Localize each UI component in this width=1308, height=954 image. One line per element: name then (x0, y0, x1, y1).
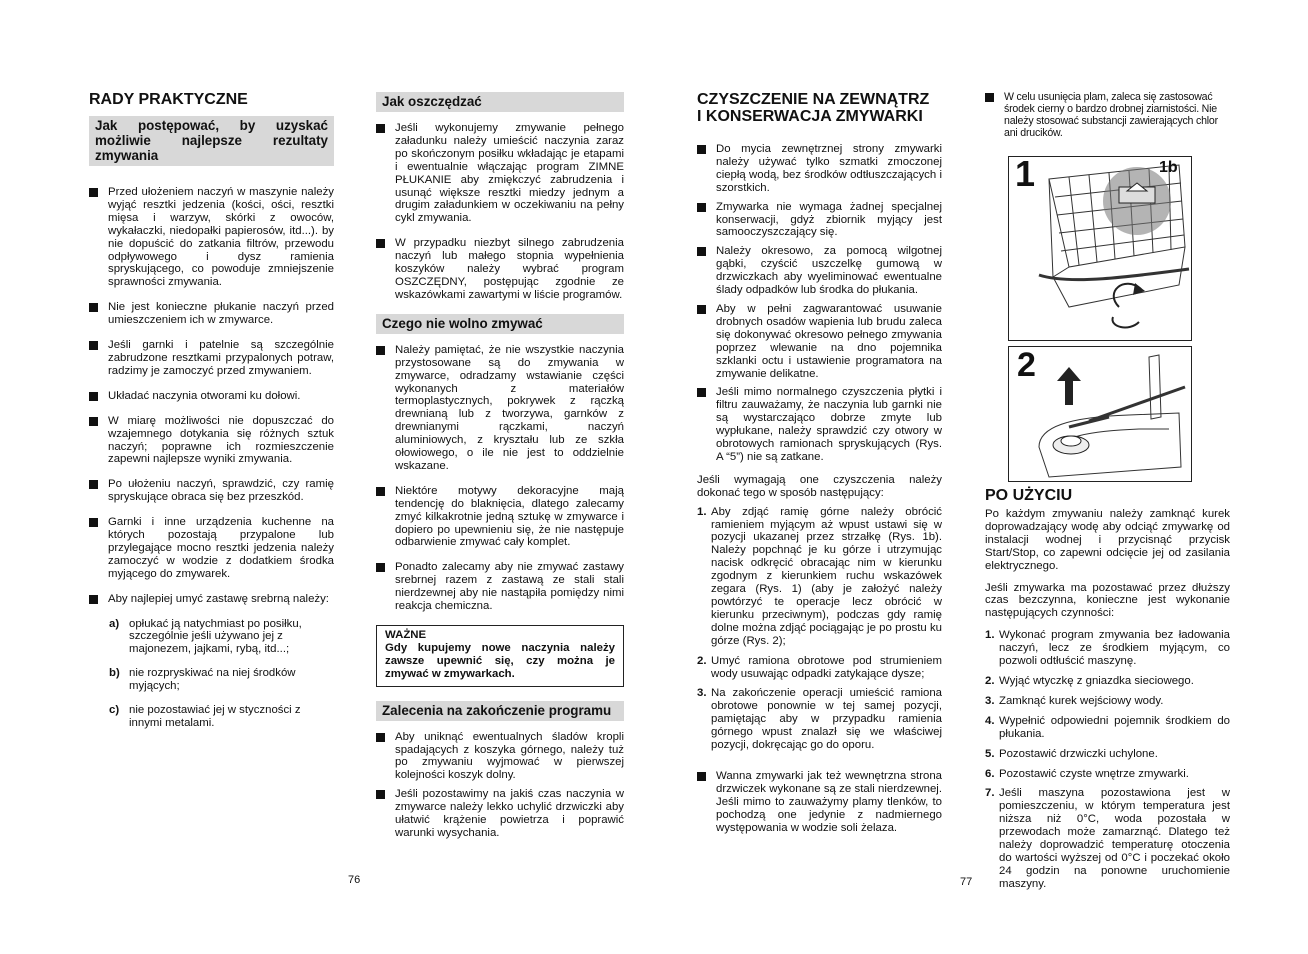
bullet-text: Układać naczynia otworami ku dołowi. (108, 389, 301, 402)
list-text: nie pozostawiać jej w styczności z innymi metalami. (129, 704, 301, 729)
column-3 (697, 91, 942, 847)
list-item (985, 748, 1230, 761)
bullet-item (89, 186, 334, 289)
list-item (697, 506, 942, 648)
bullet-text: Należy pamiętać, że nie wszystkie naczynia przystosowane są do zmywania w zmywarce, odradzamy wstawianie części wykonanych z materiałów termoplastycznych, pokrywek z rączką drewnianą lub z tworzywa, garnków z drewnianymi rączkami, naczyń aluminiowych, z kryształu lub ze szkła ołowiowego, o ile nie jest to oddzielnie wskazane. (395, 343, 624, 472)
bullet-item (376, 344, 624, 473)
list-marker: 3. (697, 687, 707, 700)
list-text: Wypełnić odpowiedni pojemnik środkiem do płukania. (999, 714, 1230, 740)
bullet-text: Przed ułożeniem naczyń w maszynie należy wyjąć resztki jedzenia (kości, ości, resztki mięsa i warzyw, skórki z owoców, wykałaczki, niedopałki papierosów, itd...). by nie dopuścić do zatkania filtrów, przewodu odpływowego i dysz ramienia spryskującego, co powoduje zmniejszenie sprawności zmywania. (108, 186, 334, 289)
list-text: Jeśli maszyna pozostawiona jest w pomieszczeniu, w którym temperatura jest niższa niż 0°C, woda pozostała w przewodach może zamarznąć. Dlatego też należy doprowadzić temperaturę otoczenia do wartości wyższej od 0°C i poczekać około 24 godzin na ponowne uruchomienie maszyny. (999, 787, 1230, 890)
page-number-left: 76 (348, 874, 361, 886)
list-text: Wykonać program zmywania bez ładowania naczyń, lecz ze środkiem myjącym, co pozwoli odtłuścić maszynę. (999, 629, 1230, 668)
subhead-zalecenia: Zalecenia na zakończenie programu (376, 701, 624, 721)
list-text: opłukać ją natychmiast po posiłku, szczególnie jeśli używano jej z majonezem, jajkami, rybą, itd...; (129, 617, 302, 656)
col2-saving-list (376, 122, 624, 302)
subhead-jak-oszczedzac: Jak oszczędzać (376, 92, 624, 112)
bullet-item (89, 593, 334, 606)
figure-1-label: 1 (1015, 153, 1036, 194)
col1-lettered-list (89, 618, 334, 730)
list-item (985, 675, 1230, 688)
list-item (109, 618, 334, 657)
bullet-text: Nie jest konieczne płukanie naczyń przed umieszczeniem ich w zmywarce. (108, 301, 334, 327)
bullet-item (89, 390, 334, 403)
list-marker: 4. (985, 714, 995, 727)
list-item (109, 704, 334, 730)
bullet-text: Jeśli wykonujemy zmywanie pełnego załadunku należy umieścić naczynia zaraz po skończonym posiłku wkładając je etapami i ewentualnie włączając program ZIMNE PŁUKANIE aby zmiękczyć zabrudzenia i usunąć większe resztki miedzy jednym a drugim załadunkiem w oczekiwaniu na pełny cykl zmywania. (395, 122, 624, 225)
bullet-text: Jeśli mimo normalnego czyszczenia płytki i filtru zauważamy, że naczynia lub garnki nie są wystarczająco dobrze zmyte lub wypłukane, należy sprawdzić czy otwory w obrotowych ramionach spryskujących (Rys. A “5”) nie są zatkane. (716, 386, 942, 463)
list-marker: 7. (985, 787, 995, 800)
list-text: Umyć ramiona obrotowe pod strumieniem wody usuwając odpadki zatykające dysze; (711, 654, 942, 680)
list-text: Na zakończenie operacji umieścić ramiona obrotowe ponownie w tej samej pozycji, pamiętając aby w przypadku ramienia górnego wpust znalazł się we właściwej pozycji, dokręcając go do oporu. (711, 687, 942, 752)
list-marker: 2. (985, 674, 995, 687)
bullet-item (376, 485, 624, 550)
list-marker: 6. (985, 767, 995, 780)
bullet-text: Niektóre motywy dekoracyjne mają tendencję do blaknięcia, dlatego zalecamy zmyć kilkakrotnie jedną sztukę w zmywarce i dopiero po upewnieniu się, że nie następuje odbarwienie zmywać cały komplet. (395, 484, 624, 549)
col3-intro: Jeśli wymagają one czyszczenia należy dokonać tego w sposób następujący: (697, 473, 942, 499)
bullet-square-icon (376, 346, 385, 355)
bullet-square-icon (697, 772, 706, 781)
bullet-text: Ponadto zalecamy aby nie zmywać zastawy srebrnej razem z zastawą ze stali stali nierdzewnej aby nie nastąpiła pomiędzy nimi reakcja chemiczna. (395, 561, 624, 613)
list-marker: b) (109, 667, 120, 680)
list-item (985, 629, 1230, 668)
list-item (985, 715, 1230, 741)
bullet-square-icon (376, 487, 385, 496)
list-item (985, 768, 1230, 781)
column-4-lower (985, 487, 1230, 898)
bullet-item (697, 386, 942, 463)
bullet-square-icon (697, 145, 706, 154)
bullet-square-icon (376, 239, 385, 248)
list-marker: 1. (697, 505, 707, 518)
bullet-text: Zmywarka nie wymaga żadnej specjalnej konserwacji, gdyż zbiornik myjący jest samooczyszczający się. (716, 200, 942, 239)
bullet-square-icon (89, 480, 98, 489)
list-text: Wyjąć wtyczkę z gniazdka sieciowego. (999, 674, 1194, 687)
bullet-square-icon (985, 93, 994, 102)
bullet-text: Aby w pełni zagwarantować usuwanie drobnych osadów wapienia lub brudu zaleca się dokonywać okresowo pełnego zmywania poprzez wlewanie na dno pojemnika szklanki octu i ustawienie programatora na zmywanie delikatne. (716, 302, 942, 380)
list-marker: 3. (985, 694, 995, 707)
bullet-item (376, 731, 624, 783)
bullet-item (697, 201, 942, 240)
bullet-item (89, 478, 334, 504)
bullet-square-icon (89, 392, 98, 401)
bullet-square-icon (89, 595, 98, 604)
col3-steps-list (697, 506, 942, 752)
bullet-square-icon (376, 733, 385, 742)
list-text: Pozostawić czyste wnętrze zmywarki. (999, 767, 1189, 780)
bullet-text: Aby najlepiej umyć zastawę srebrną należy: (108, 592, 329, 605)
bullet-text: Należy okresowo, za pomocą wilgotnej gąbki, czyścić uszczelkę gumową w drzwiczkach aby wyeliminować ewentualne ślady odpadków lub środka do płukania. (716, 245, 942, 297)
bullet-text: Jeśli garnki i patelnie są szczególnie zabrudzone resztkami przypalonych potraw, radzimy je zamoczyć przed zmywaniem. (108, 339, 334, 377)
col4-steps-list (985, 629, 1230, 890)
list-item (697, 687, 942, 752)
warning-box (376, 625, 624, 687)
bullet-square-icon (89, 303, 98, 312)
bullet-square-icon (697, 247, 706, 256)
bullet-item (376, 561, 624, 613)
list-item (985, 787, 1230, 890)
col1-bullet-list (89, 186, 334, 606)
bullet-square-icon (89, 417, 98, 426)
section-title-rady: RADY PRAKTYCZNE (89, 91, 248, 108)
bullet-text: W przypadku niezbyt silnego zabrudzenia naczyń lub małego stopnia wypełnienia koszyków należy wybrać program OSZCZĘDNY, postępując zgodnie ze wskazówkami zawartymi w liście programów. (395, 237, 624, 301)
bullet-item (376, 237, 624, 302)
list-item (985, 695, 1230, 708)
list-text: Zamknąć kurek wejściowy wody. (999, 694, 1164, 707)
subhead-czego-nie-zmywac: Czego nie wolno zmywać (376, 314, 624, 334)
bullet-square-icon (89, 341, 98, 350)
figure-1b-label: 1b (1159, 159, 1178, 176)
col4-top-bullet (985, 91, 1230, 139)
bullet-item (89, 339, 334, 378)
figure-2-drawing (1009, 347, 1191, 481)
figure-1-drawing (1009, 153, 1191, 340)
arrow-up-icon (1057, 367, 1081, 405)
col3-bullet-list (697, 143, 942, 464)
list-marker: 2. (697, 654, 707, 667)
col2-end-program-list (376, 731, 624, 840)
bullet-item (89, 415, 334, 467)
warning-title: WAŻNE (385, 629, 427, 641)
figure-2-lower-spray-arm (1008, 346, 1192, 482)
col2-not-wash-list (376, 344, 624, 613)
section-title-line1: CZYSZCZENIE NA ZEWNĄTRZ (697, 91, 930, 108)
bullet-text: W celu usunięcia plam, zaleca się zastosować środek cierny o bardzo drobnej ziarnistości. Nie należy stosować substancji zawierających chlor ani drucików. (1004, 91, 1218, 139)
bullet-item (697, 245, 942, 297)
list-marker: 1. (985, 629, 995, 642)
col4-para2: Jeśli zmywarka ma pozostawać przez dłuższy czas bezczynna, konieczne jest wykonanie następujących czynności: (985, 581, 1230, 620)
column-2 (376, 92, 624, 846)
bullet-item (697, 303, 942, 380)
bullet-text: Garnki i inne urządzenia kuchenne na których pozostają przypalone lub przylegające mocno resztki jedzenia należy zamoczyć w wodzie z dodatkiem środka myjącego do zmywarek. (108, 516, 334, 580)
bullet-square-icon (697, 203, 706, 212)
figure-2-label: 2 (1017, 346, 1036, 384)
list-marker: 5. (985, 747, 995, 760)
bullet-item (89, 301, 334, 327)
bullet-square-icon (89, 188, 98, 197)
bullet-text: Jeśli pozostawimy na jakiś czas naczynia w zmywarce należy lekko uchylić drzwiczki aby ułatwić krążenie powietrza i poprawić warunki wysychania. (395, 788, 624, 839)
bullet-item (376, 122, 624, 225)
list-text: Pozostawić drzwiczki uchylone. (999, 747, 1158, 760)
bullet-text: Aby uniknąć ewentualnych śladów kropli spadających z koszyka górnego, należy tuż po zmywaniu wyjmować w pierwszej kolejności koszyk dolny. (395, 730, 624, 782)
bullet-item (697, 143, 942, 195)
bullet-text: Po ułożeniu naczyń, sprawdzić, czy ramię spryskujące obraca się bez przeszkód. (108, 478, 334, 504)
list-item (697, 655, 942, 681)
bullet-square-icon (89, 518, 98, 527)
subhead-best-results: Jak postępować, by uzyskać możliwie najlepsze rezultaty zmywania (89, 116, 334, 166)
bullet-item (89, 516, 334, 581)
figure-1-upper-spray-arm (1008, 153, 1192, 341)
list-text: nie rozpryskiwać na niej środków myjących; (129, 667, 296, 693)
section-title-line2: I KONSERWACJA ZMYWARKI (697, 108, 923, 125)
section-title-cleaning (697, 91, 942, 125)
page-number-right: 77 (960, 876, 973, 888)
warning-text: Gdy kupujemy nowe naczynia należy zawsze upewnić się, czy można je zmywać w zmywarkach. (385, 641, 615, 680)
column-1 (89, 91, 334, 741)
column-4 (985, 91, 1230, 151)
section-title-po-uzyciu: PO UŻYCIU (985, 487, 1073, 504)
col3-last-bullet (697, 770, 942, 835)
bullet-text: W miarę możliwości nie dopuszczać do wzajemnego dotykania się różnych sztuk naczyń; poprawne ich rozmieszczenie zapewni najlepsze wyniki zmywania. (108, 414, 334, 466)
bullet-item (376, 788, 624, 840)
bullet-square-icon (697, 388, 706, 397)
bullet-text: Wanna zmywarki jak też wewnętrzna strona drzwiczek wykonane są ze stali nierdzewnej. Jeśli mimo to zauważymy plamy tlenków, to pochodzą one jedynie z nadmiernego występowania w wodzie soli żelaza. (716, 769, 942, 834)
list-item (109, 667, 334, 693)
list-text: Aby zdjąć ramię górne należy obrócić ramieniem myjącym aż wpust ustawi się w pozycji ukazanej przez strzałkę (Rys. 1b). Należy popchnąć je ku górze i utrzymując nacisk odkręcić obracając nim w kierunku zgodnym z kierunkiem ruchu wskazówek zegara (Rys. 1) (aby je założyć należy powtórzyć te operacje lecz obrócić w kierunku przeciwnym), podczas gdy ramię dolne można zdjąć pociągając je po prostu ku górze (Rys. 2); (711, 505, 942, 647)
list-marker: a) (109, 617, 120, 630)
bullet-square-icon (376, 124, 385, 133)
bullet-square-icon (376, 563, 385, 572)
bullet-square-icon (376, 790, 385, 799)
bullet-text: Do mycia zewnętrznej strony zmywarki należy używać tylko szmatki zmoczonej ciepłą wodą, bez środków odtłuszczających i szorstkich. (716, 143, 942, 194)
list-marker: c) (109, 704, 120, 717)
bullet-square-icon (697, 305, 706, 314)
col4-para1: Po każdym zmywaniu należy zamknąć kurek doprowadzający wodę aby odciąć zmywarkę od instalacji wodnej i przycisnąć przycisk Start/Stop, co zapewni odcięcie jej od zasilania elektrycznego. (985, 508, 1230, 572)
